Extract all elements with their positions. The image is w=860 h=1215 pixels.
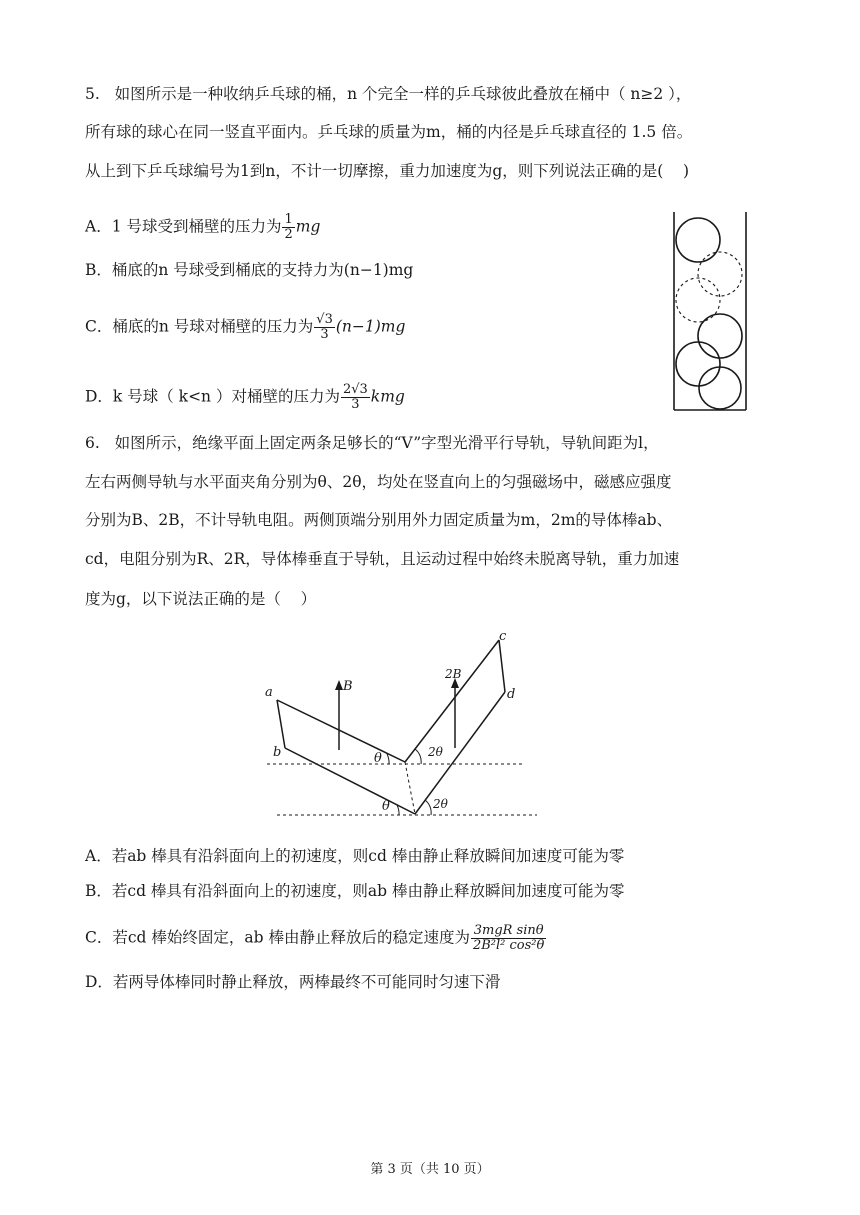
q5-option-b: B．桶底的n 号球受到桶底的支持力为(n−1)mg <box>85 261 414 279</box>
ball-1 <box>676 218 720 262</box>
q6-option-c-fraction <box>471 924 546 953</box>
q6-option-c <box>85 924 547 953</box>
bar-cd <box>499 640 505 692</box>
ball-5 <box>676 342 720 386</box>
q6-option-c-prefix: C．若cd 棒始终固定，ab 棒由静止释放后的稳定速度为 <box>85 928 470 947</box>
ball-6 <box>699 367 741 409</box>
label-2theta-lower: 2θ <box>433 797 448 811</box>
q5-line-1: 5. 如图所示是一种收纳乒乓球的桶，n 个完全一样的乒乓球彼此叠放在桶中（ n≥2 ）， <box>85 85 692 103</box>
field-arrow-b-head <box>335 680 343 690</box>
q5-line-2: 所有球的球心在同一竖直平面内。乒乓球的质量为m，桶的内径是乒乓球直径的 1.5 倍。 <box>85 123 693 141</box>
angle-arc-2theta-upper <box>415 749 421 764</box>
q5-option-a-prefix: A．1 号球受到桶壁的压力为 <box>85 217 282 236</box>
ball-4 <box>698 314 742 358</box>
q5-option-c-fraction <box>314 313 335 342</box>
bottom-connector <box>405 762 415 814</box>
q6-option-a: A．若ab 棒具有沿斜面向上的初速度，则cd 棒由静止释放瞬间加速度可能为零 <box>85 847 625 865</box>
q5-option-a-den: 2 <box>284 227 293 242</box>
bucket-figure <box>670 212 750 412</box>
page-footer: 第 3 页（共 10 页） <box>370 1162 490 1177</box>
q5-option-a-num: 1 <box>284 212 293 227</box>
q5-line-3: 从上到下乒乓球编号为1到n，不计一切摩擦，重力加速度为g，则下列说法正确的是( ) <box>85 162 690 180</box>
rail-figure <box>255 630 545 820</box>
q6-line-5: 度为g，以下说法正确的是（ ） <box>85 590 317 608</box>
q6-option-c-num: 3mgR sinθ <box>471 924 546 939</box>
label-2theta-upper: 2θ <box>428 745 443 759</box>
bar-ab <box>277 700 285 748</box>
q5-option-d-num: 2√3 <box>342 382 368 397</box>
q5-option-d <box>85 383 405 412</box>
q5-option-a-fraction <box>282 213 294 242</box>
label-field-2b: 2B <box>445 667 462 681</box>
q5-option-c-prefix: C．桶底的n 号球对桶壁的压力为 <box>85 317 314 336</box>
q6-option-b: B．若cd 棒具有沿斜面向上的初速度，则ab 棒由静止释放瞬间加速度可能为零 <box>85 882 625 900</box>
label-c: c <box>499 630 507 644</box>
angle-arc-2theta-lower <box>425 800 431 815</box>
q6-option-c-den: 2B²l² cos²θ <box>472 938 545 953</box>
label-theta-lower: θ <box>382 799 390 814</box>
q5-option-a <box>85 213 320 242</box>
q6-line-2: 左右两侧导轨与水平面夹角分别为θ、2θ，均处在竖直向上的匀强磁场中，磁感应强度 <box>85 473 672 491</box>
q6-option-d: D．若两导体棒同时静止释放，两棒最终不可能同时匀速下滑 <box>85 973 501 991</box>
left-rail-upper <box>277 700 405 762</box>
q5-option-c-num: √3 <box>316 312 333 327</box>
label-b: b <box>273 745 282 760</box>
q5-option-a-suffix: mg <box>295 217 321 236</box>
q5-option-d-suffix: kmg <box>370 387 405 406</box>
label-a: a <box>265 685 273 700</box>
label-theta-upper: θ <box>374 751 382 766</box>
q6-line-1: 6. 如图所示，绝缘平面上固定两条足够长的“V”字型光滑平行导轨，导轨间距为l， <box>85 434 659 452</box>
q6-line-4: cd，电阻分别为R、2R，导体棒垂直于导轨，且运动过程中始终未脱离导轨，重力加速 <box>85 550 680 568</box>
q5-option-c-suffix: (n−1)mg <box>335 317 406 336</box>
q5-option-c <box>85 313 405 342</box>
label-field-b: B <box>343 679 353 694</box>
right-rail-upper <box>405 640 499 762</box>
angle-arc-theta-upper <box>387 754 389 764</box>
q5-option-d-prefix: D．k 号球（ k<n ）对桶壁的压力为 <box>85 387 340 406</box>
label-d: d <box>507 687 516 702</box>
q5-option-c-den: 3 <box>320 327 329 342</box>
ball-2 <box>698 252 742 296</box>
q5-option-d-den: 3 <box>351 397 360 412</box>
q6-line-3: 分别为B、2B，不计导轨电阻。两侧顶端分别用外力固定质量为m，2m的导体棒ab、 <box>85 511 673 529</box>
q5-option-d-fraction <box>341 383 370 412</box>
